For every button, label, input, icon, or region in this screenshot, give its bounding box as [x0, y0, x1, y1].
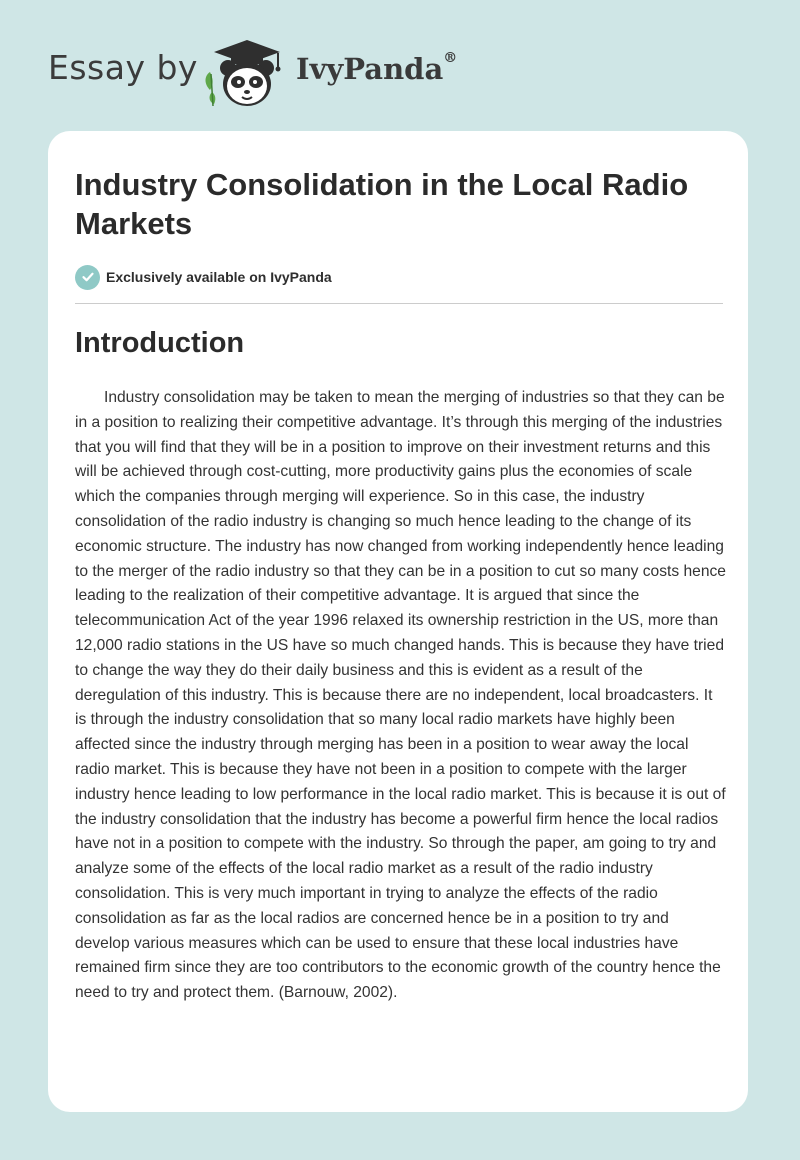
- site-header: [0, 0, 800, 130]
- exclusive-badge: [75, 264, 332, 290]
- intro-paragraph: Industry consolidation may be taken to mean the merging of industries so that they can be in a position to realizing their competitive advantage. It’s through this merging of the industries that you will find that they will be in a position to improve on their investment returns and this will be achieved through cost-cutting, more productivity gains plus the economies of scale which the companies through merging will experience. So in this case, the industry consolidation of the radio industry is changing so much hence leading to the change of its economic structure. The industry has now changed from working independently hence leading to the merger of the radio industry so that they can be in a position to cut so many costs hence leading to the realization of their competitive advantage. It is argued that since the telecommunication Act of the year 1996 relaxed its ownership restriction in the US, more than 12,000 radio stations in the US have so much changed hands. This is because they have tried to change the way they do their daily business and this is evident as a result of the deregulation of this industry. This is because there are no independent, local broadcasters. It is through the industry consolidation that so many local radio markets have highly been affected since the industry through merging has been in a position to wear away the local radio market. This is because they have not been in a position to compete with the larger industry hence leading to low performance in the local radio market. This is because it is out of the industry consolidation that the industry has become a powerful firm hence the local radios have not in a position to compete with the industry. So through the paper, am going to try and analyze some of the effects of the local radio market as a result of the radio industry consolidation. This is very much important in trying to analyze the effects of the radio consolidation as far as the local radios are concerned hence be in a position to try and develop various measures which can be used to ensure that these local industries have remained firm since they are too contributors to the economic growth of the country hence the need to try and protect them. (Barnouw, 2002).: [75, 389, 726, 1002]
- title-divider: [75, 303, 723, 304]
- registered-mark: ®: [443, 50, 458, 66]
- panda-logo-icon[interactable]: [200, 34, 294, 110]
- section-heading: Introduction: [75, 327, 245, 359]
- brand-name[interactable]: IvyPanda®: [296, 50, 458, 86]
- badge-label: Exclusively available on IvyPanda: [106, 269, 332, 285]
- essay-card: [48, 131, 748, 1112]
- essay-title: Industry Consolidation in the Local Radio Markets: [75, 167, 689, 241]
- check-icon: [75, 265, 100, 290]
- brand-prefix: Essay by: [48, 48, 198, 87]
